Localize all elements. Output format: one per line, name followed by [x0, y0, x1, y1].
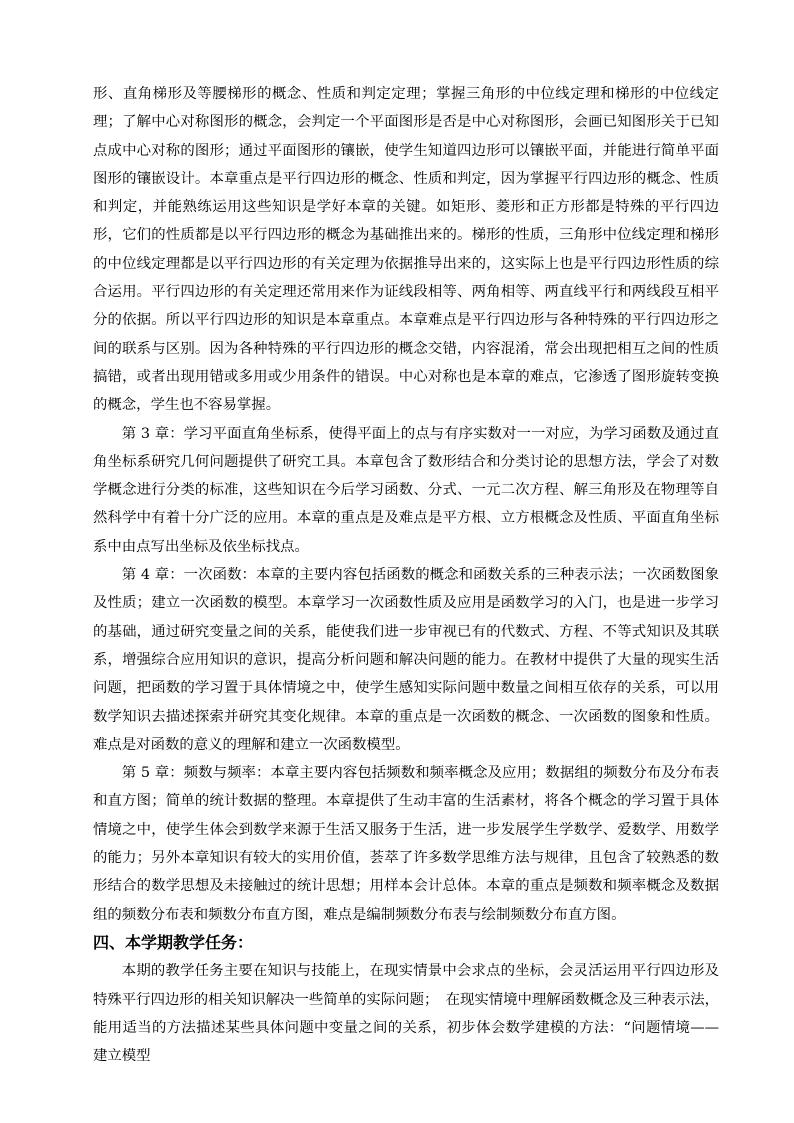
section-heading-teaching-tasks: 四、本学期教学任务： [93, 932, 254, 952]
paragraph-chapter-2-continued: 形、直角梯形及等腰梯形的概念、性质和判定定理；掌握三角形的中位线定理和梯形的中位线定理；了解中心对称图形的概念，会判定一个平面图形是否是中心对称图形，会画已知图形关于已知点成中心对称的图形；通过平面图形的镶嵌，使学生知道四边形可以镶嵌平面，并能进行简单平面图形的镶嵌设计。本章重点是平行四边形的概念、性质和判定，因为掌握平行四边形的概念、性质和判定，并能熟练运用这些知识是学好本章的关键。如矩形、菱形和正方形都是特殊的平行四边形，它们的性质都是以平行四边形的概念为基础推出来的。梯形的性质，三角形中位线定理和梯形的中位线定理都是以平行四边形的有关定理为依据推导出来的，这实际上也是平行四边形性质的综合运用。平行四边形的有关定理还常用来作为证线段相等、两角相等、两直线平行和两线段互相平分的依据。所以平行四边形的知识是本章重点。本章难点是平行四边形与各种特殊的平行四边形之间的联系与区别。因为各种特殊的平行四边形的概念交错，内容混淆，常会出现把相互之间的性质搞错，或者出现用错或多用或少用条件的错误。中心对称也是本章的难点，它渗透了图形旋转变换的概念，学生也不容易掌握。 [93, 86, 719, 414]
paragraph-teaching-tasks: 本期的教学任务主要在知识与技能上，在现实情景中会求点的坐标，会灵活运用平行四边形及特殊平行四边形的相关知识解决一些简单的实际问题； 在现实情境中理解函数概念及三种表示法，能用适当的方法描述某些具体问题中变量之间的关系，初步体会数学建模的方法：“问题情境——建立模型 [93, 963, 719, 1065]
document-page [93, 80, 719, 1070]
paragraph-chapter-4: 第 4 章：一次函数：本章的主要内容包括函数的概念和函数关系的三种表示法；一次函数图象及性质；建立一次函数的模型。本章学习一次函数性质及应用是函数学习的入门，也是进一步学习的基础，通过研究变量之间的关系，能使我们进一步审视已有的代数式、方程、不等式知识及其联系，增强综合应用知识的意识，提高分析问题和解决问题的能力。在教材中提供了大量的现实生活问题，把函数的学习置于具体情境之中，使学生感知实际问题中数量之间相互依存的关系，可以用数学知识去描述探索并研究其变化规律。本章的重点是一次函数的概念、一次函数的图象和性质。难点是对函数的意义的理解和建立一次函数模型。 [93, 567, 719, 753]
paragraph-chapter-5: 第 5 章：频数与频率：本章主要内容包括频数和频率概念及应用；数据组的频数分布及分布表和直方图；简单的统计数据的整理。本章提供了生动丰富的生活素材，将各个概念的学习置于具体情境之中，使学生体会到数学来源于生活又服务于生活，进一步发展学生学数学、爱数学、用数学的能力；另外本章知识有较大的实用价值，荟萃了许多数学思维方法与规律，且包含了较熟悉的数形结合的数学思想及未接触过的统计思想；用样本会计总体。本章的重点是频数和频率概念及数据组的频数分布表和频数分布直方图，难点是编制频数分布表与绘制频数分布直方图。 [93, 765, 719, 923]
paragraph-chapter-3: 第 3 章：学习平面直角坐标系，使得平面上的点与有序实数对一一对应，为学习函数及通过直角坐标系研究几何问题提供了研究工具。本章包含了数形结合和分类讨论的思想方法，学会了对数学概念进行分类的标准，这些知识在今后学习函数、分式、一元二次方程、解三角形及在物理等自然科学中有着十分广泛的应用。本章的重点是及难点是平方根、立方根概念及性质、平面直角坐标系中由点写出坐标及依坐标找点。 [93, 425, 719, 555]
